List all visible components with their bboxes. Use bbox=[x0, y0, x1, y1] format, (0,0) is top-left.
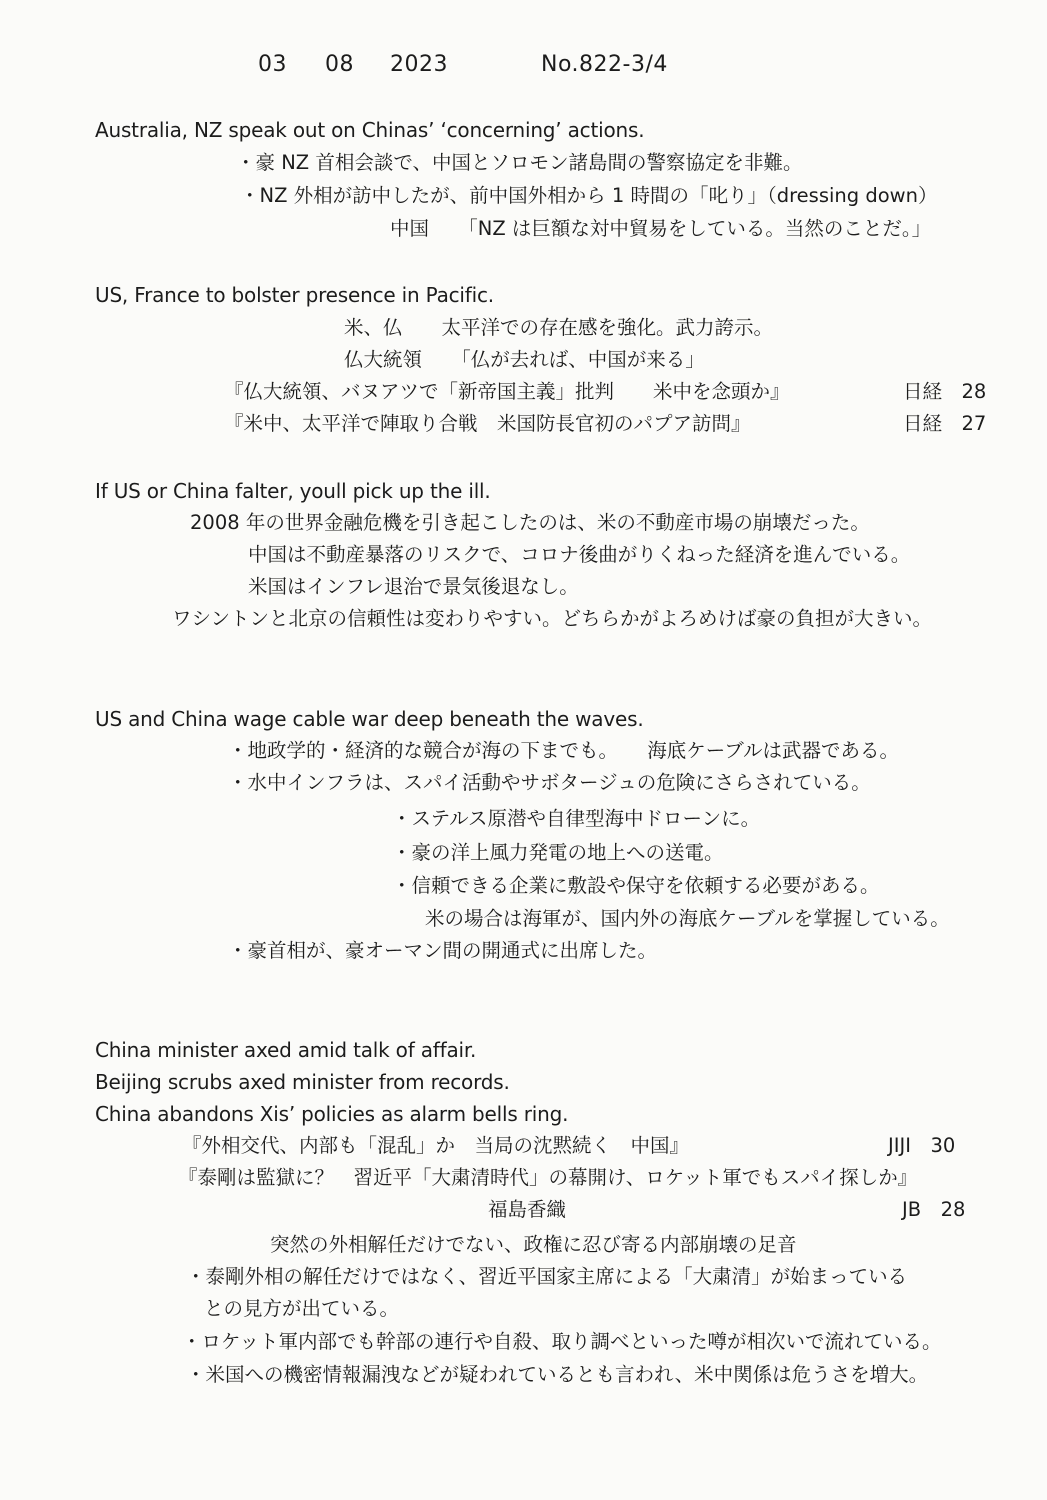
sub-bullet-line: ・信頼できる企業に敷設や保守を依頼する必要がある。 bbox=[392, 874, 880, 897]
headline: Beijing scrubs axed minister from records. bbox=[95, 1070, 510, 1094]
bullet-line: ・豪首相が、豪オーマン間の開通式に出席した。 bbox=[228, 939, 658, 962]
date-month: 08 bbox=[325, 52, 354, 77]
text-line: 中国 「NZ は巨額な対中貿易をしている。当然のことだ。」 bbox=[390, 217, 932, 240]
text-line: 仏大統領 「仏が去れば、中国が来る」 bbox=[344, 348, 705, 371]
date-day: 03 bbox=[258, 52, 287, 77]
source-ref: JIJI 30 bbox=[888, 1134, 956, 1157]
bullet-line: ・地政学的・経済的な競合が海の下までも。 海底ケーブルは武器である。 bbox=[228, 739, 899, 762]
sub-bullet-line: ・豪の洋上風力発電の地上への送電。 bbox=[392, 841, 724, 864]
text-line: 中国は不動産暴落のリスクで、コロナ後曲がりくねった経済を進んでいる。 bbox=[248, 543, 911, 566]
text-line: 2008 年の世界金融危機を引き起こしたのは、米の不動産市場の崩壊だった。 bbox=[190, 511, 870, 534]
headline: Australia, NZ speak out on Chinas’ ‘concerning’ actions. bbox=[95, 118, 645, 142]
article-title: 『仏大統領、バヌアツで「新帝国主義」批判 米中を念頭か』 bbox=[224, 380, 790, 403]
source-ref: 日経 27 bbox=[903, 412, 987, 435]
bullet-line: ・米国への機密情報漏洩などが疑われているとも言われ、米中関係は危うさを増大。 bbox=[186, 1363, 929, 1386]
bullet-line: ・水中インフラは、スパイ活動やサボタージュの危険にさらされている。 bbox=[228, 771, 871, 794]
author-name: 福島香織 bbox=[488, 1198, 567, 1221]
headline: US and China wage cable war deep beneath the waves. bbox=[95, 707, 644, 731]
text-line: 米、仏 太平洋での存在感を強化。武力誇示。 bbox=[344, 316, 774, 339]
text-line: との見方が出ている。 bbox=[204, 1297, 400, 1320]
headline: China abandons Xis’ policies as alarm bells ring. bbox=[95, 1102, 569, 1126]
bullet-line: ・泰剛外相の解任だけではなく、習近平国家主席による「大粛清」が始まっている bbox=[186, 1265, 908, 1288]
article-title: 『米中、太平洋で陣取り合戦 米国防長官初のパプア訪問』 bbox=[224, 412, 751, 435]
article-title: 『泰剛は監獄に？ 習近平「大粛清時代」の幕開け、ロケット軍でもスパイ探しか』 bbox=[178, 1166, 918, 1189]
source-ref: JB 28 bbox=[902, 1198, 966, 1221]
issue-number: No.822-3/4 bbox=[541, 52, 668, 77]
bullet-line: ・ロケット軍内部でも幹部の連行や自殺、取り調べといった噂が相次いで流れている。 bbox=[182, 1330, 942, 1353]
article-title: 『外相交代、内部も「混乱」か 当局の沈黙続く 中国』 bbox=[182, 1134, 690, 1157]
text-line: 米の場合は海軍が、国内外の海底ケーブルを掌握している。 bbox=[425, 907, 950, 930]
bullet-line: ・豪 NZ 首相会談で、中国とソロモン諸島間の警察協定を非難。 bbox=[236, 151, 803, 174]
text-line: 突然の外相解任だけでない、政権に忍び寄る内部崩壊の足音 bbox=[270, 1233, 797, 1256]
sub-bullet-line: ・ステルス原潜や自律型海中ドローンに。 bbox=[392, 807, 761, 830]
headline: China minister axed amid talk of affair. bbox=[95, 1038, 477, 1062]
source-ref: 日経 28 bbox=[903, 380, 987, 403]
bullet-line: ・NZ 外相が訪中したが、前中国外相から 1 時間の「叱り」（dressing down） bbox=[240, 184, 938, 207]
date-year: 2023 bbox=[390, 52, 448, 77]
headline: US, France to bolster presence in Pacific. bbox=[95, 283, 494, 307]
text-line: 米国はインフレ退治で景気後退なし。 bbox=[248, 575, 579, 598]
text-line: ワシントンと北京の信頼性は変わりやすい。どちらかがよろめけば豪の負担が大きい。 bbox=[172, 607, 933, 630]
headline: If US or China falter, youll pick up the ill. bbox=[95, 479, 491, 503]
